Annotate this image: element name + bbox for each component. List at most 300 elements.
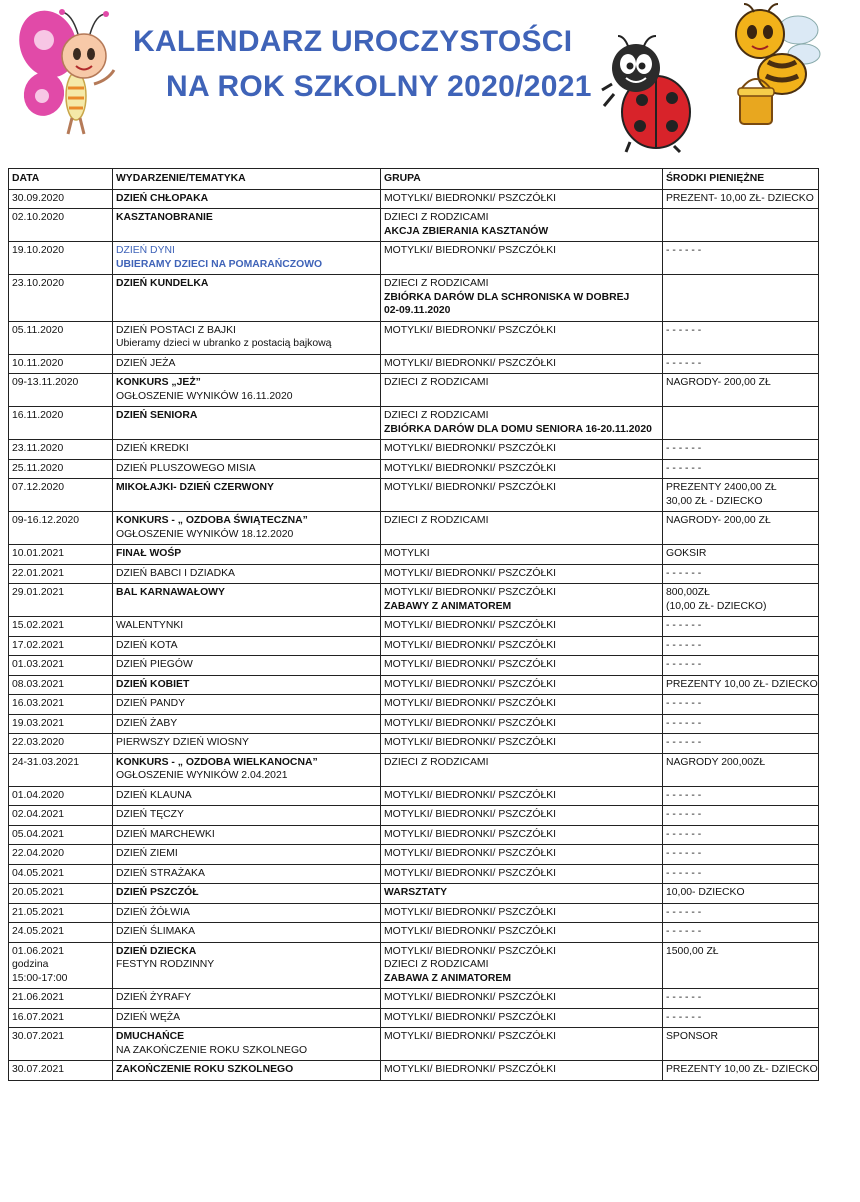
table-row bbox=[9, 617, 819, 637]
date-cell-line: 16.03.2021 bbox=[12, 698, 65, 709]
group-cell-line: MOTYLKI/ BIEDRONKI/ PSZCZÓŁKI bbox=[384, 245, 557, 256]
group-cell bbox=[381, 354, 663, 374]
money-cell-line: NAGRODY- 200,00 ZŁ bbox=[666, 377, 771, 388]
money-cell-line: - - - - - - bbox=[666, 1011, 702, 1023]
group-cell-line: 02-09.11.2020 bbox=[384, 305, 451, 316]
money-cell-line: GOKSIR bbox=[666, 548, 707, 559]
date-cell-line: 08.03.2021 bbox=[12, 678, 65, 690]
date-cell-line: 20.05.2021 bbox=[12, 887, 65, 898]
event-cell-line: PIERWSZY DZIEŃ WIOSNY bbox=[116, 737, 249, 748]
event-cell bbox=[113, 1008, 381, 1028]
group-cell-line: ZBIÓRKA DARÓW DLA SCHRONISKA W DOBREJ bbox=[384, 291, 630, 303]
group-cell bbox=[381, 825, 663, 845]
date-cell-line: 19.10.2020 bbox=[12, 245, 65, 256]
table-row bbox=[9, 806, 819, 826]
money-cell-line: 800,00ZŁ bbox=[666, 587, 710, 598]
money-cell bbox=[663, 714, 819, 734]
money-cell-line: - - - - - - bbox=[666, 867, 702, 879]
page-title-line-2: NA ROK SZKOLNY 2020/2021 bbox=[166, 70, 592, 103]
money-cell bbox=[663, 695, 819, 715]
group-cell-line: MOTYLKI/ BIEDRONKI/ PSZCZÓŁKI bbox=[384, 789, 557, 801]
event-cell-line: DZIEŃ BABCI I DZIADKA bbox=[116, 567, 235, 579]
event-cell-line: BAL KARNAWAŁOWY bbox=[116, 587, 225, 598]
event-cell-line: MIKOŁAJKI- DZIEŃ CZERWONY bbox=[116, 482, 274, 493]
event-cell bbox=[113, 242, 381, 275]
event-cell bbox=[113, 942, 381, 989]
money-cell-line: - - - - - - bbox=[666, 462, 702, 474]
group-cell-line: ZABAWA Z ANIMATOREM bbox=[384, 972, 511, 984]
group-cell bbox=[381, 374, 663, 407]
date-cell bbox=[9, 656, 113, 676]
event-cell bbox=[113, 275, 381, 322]
event-cell-line: NA ZAKOŃCZENIE ROKU SZKOLNEGO bbox=[116, 1044, 308, 1056]
date-cell-line: 16.07.2021 bbox=[12, 1011, 65, 1023]
date-cell bbox=[9, 825, 113, 845]
event-cell bbox=[113, 512, 381, 545]
event-cell bbox=[113, 989, 381, 1009]
date-cell-line: 29.01.2021 bbox=[12, 587, 65, 598]
page-title-line-1: KALENDARZ UROCZYSTOŚCI bbox=[133, 25, 573, 58]
money-cell-line: - - - - - - bbox=[666, 789, 702, 801]
event-cell bbox=[113, 675, 381, 695]
money-cell bbox=[663, 242, 819, 275]
event-cell-line: ZAKOŃCZENIE ROKU SZKOLNEGO bbox=[116, 1064, 294, 1075]
money-cell-line: - - - - - - bbox=[666, 906, 702, 918]
event-cell bbox=[113, 786, 381, 806]
table-row bbox=[9, 459, 819, 479]
money-cell bbox=[663, 275, 819, 322]
date-cell bbox=[9, 321, 113, 354]
group-cell-line: MOTYLKI/ BIEDRONKI/ PSZCZÓŁKI bbox=[384, 809, 557, 820]
event-cell bbox=[113, 656, 381, 676]
group-cell-line: MOTYLKI/ BIEDRONKI/ PSZCZÓŁKI bbox=[384, 567, 557, 579]
money-cell-line: PREZENTY 10,00 ZŁ- DZIECKO bbox=[666, 678, 818, 690]
event-calendar-table bbox=[8, 168, 819, 1081]
table-row bbox=[9, 695, 819, 715]
event-cell bbox=[113, 321, 381, 354]
date-cell-line: 22.01.2021 bbox=[12, 567, 65, 579]
group-cell bbox=[381, 864, 663, 884]
date-cell-line: 09-16.12.2020 bbox=[12, 515, 80, 526]
event-cell-line: DZIEŃ WĘŻA bbox=[116, 1011, 181, 1023]
money-cell-line: - - - - - - bbox=[666, 659, 702, 670]
money-cell-line: 1500,00 ZŁ bbox=[666, 945, 719, 957]
date-cell bbox=[9, 923, 113, 943]
group-cell bbox=[381, 845, 663, 865]
date-cell-line: 16.11.2020 bbox=[12, 410, 64, 421]
money-cell-line: PREZENT- 10,00 ZŁ- DZIECKO bbox=[666, 192, 814, 204]
group-cell-line: MOTYLKI/ BIEDRONKI/ PSZCZÓŁKI bbox=[384, 717, 557, 729]
date-cell bbox=[9, 1028, 113, 1061]
money-cell bbox=[663, 459, 819, 479]
group-cell-line: DZIECI Z RODZICAMI bbox=[384, 756, 489, 768]
money-cell-line: - - - - - - bbox=[666, 443, 702, 454]
event-cell-line: DZIEŃ KUNDELKA bbox=[116, 278, 209, 289]
group-cell-line: MOTYLKI/ BIEDRONKI/ PSZCZÓŁKI bbox=[384, 926, 557, 937]
event-cell-line: DZIEŃ MARCHEWKI bbox=[116, 828, 215, 840]
column-header-group: GRUPA bbox=[381, 169, 663, 190]
event-cell bbox=[113, 636, 381, 656]
group-cell-line: DZIECI Z RODZICAMI bbox=[384, 212, 489, 223]
money-cell-line: - - - - - - bbox=[666, 620, 702, 631]
money-cell-line: NAGRODY- 200,00 ZŁ bbox=[666, 515, 771, 526]
table-row bbox=[9, 209, 819, 242]
column-header-money: ŚRODKI PIENIĘŻNE bbox=[663, 169, 819, 190]
group-cell bbox=[381, 407, 663, 440]
event-cell-line: KONKURS - „ OZDOBA WIELKANOCNA” bbox=[116, 756, 318, 768]
money-cell-line: 30,00 ZŁ - DZIECKO bbox=[666, 495, 763, 507]
group-cell bbox=[381, 275, 663, 322]
date-cell bbox=[9, 734, 113, 754]
event-cell bbox=[113, 884, 381, 904]
date-cell-line: 10.11.2020 bbox=[12, 357, 64, 369]
money-cell bbox=[663, 884, 819, 904]
group-cell bbox=[381, 584, 663, 617]
table-row bbox=[9, 864, 819, 884]
group-cell bbox=[381, 189, 663, 209]
money-cell-line: SPONSOR bbox=[666, 1031, 718, 1042]
group-cell-line: MOTYLKI/ BIEDRONKI/ PSZCZÓŁKI bbox=[384, 443, 557, 454]
group-cell-line: DZIECI Z RODZICAMI bbox=[384, 959, 489, 970]
event-cell-line: DZIEŃ PLUSZOWEGO MISIA bbox=[116, 462, 256, 474]
money-cell bbox=[663, 864, 819, 884]
table-row bbox=[9, 903, 819, 923]
group-cell bbox=[381, 903, 663, 923]
event-cell bbox=[113, 714, 381, 734]
table-row bbox=[9, 1028, 819, 1061]
money-cell-line: PREZENTY 10,00 ZŁ- DZIECKO bbox=[666, 1064, 818, 1075]
group-cell-line: MOTYLKI/ BIEDRONKI/ PSZCZÓŁKI bbox=[384, 678, 557, 690]
event-cell-line: DZIEŃ TĘCZY bbox=[116, 809, 184, 820]
group-cell bbox=[381, 479, 663, 512]
money-cell bbox=[663, 407, 819, 440]
group-cell-line: MOTYLKI/ BIEDRONKI/ PSZCZÓŁKI bbox=[384, 639, 557, 651]
money-cell bbox=[663, 845, 819, 865]
event-cell bbox=[113, 753, 381, 786]
event-cell-line: FESTYN RODZINNY bbox=[116, 959, 215, 970]
money-cell bbox=[663, 734, 819, 754]
bee-icon bbox=[724, 2, 824, 130]
money-cell-line: - - - - - - bbox=[666, 717, 702, 729]
money-cell bbox=[663, 923, 819, 943]
event-cell bbox=[113, 564, 381, 584]
date-cell-line: 23.10.2020 bbox=[12, 278, 65, 289]
group-cell-line: DZIECI Z RODZICAMI bbox=[384, 377, 489, 388]
date-cell bbox=[9, 753, 113, 786]
group-cell-line: MOTYLKI/ BIEDRONKI/ PSZCZÓŁKI bbox=[384, 848, 557, 859]
money-cell bbox=[663, 806, 819, 826]
date-cell-line: 15:00-17:00 bbox=[12, 972, 68, 984]
money-cell-line: - - - - - - bbox=[666, 809, 702, 820]
butterfly-icon bbox=[14, 4, 126, 140]
event-cell bbox=[113, 189, 381, 209]
date-cell-line: 17.02.2021 bbox=[12, 639, 65, 651]
table-row bbox=[9, 407, 819, 440]
event-cell-line: OGŁOSZENIE WYNIKÓW 16.11.2020 bbox=[116, 390, 293, 402]
money-cell bbox=[663, 354, 819, 374]
group-cell-line: AKCJA ZBIERANIA KASZTANÓW bbox=[384, 225, 549, 237]
event-cell-line: Ubieramy dzieci w ubranko z postacią bajkową bbox=[116, 338, 332, 349]
date-cell bbox=[9, 189, 113, 209]
group-cell bbox=[381, 564, 663, 584]
table-row bbox=[9, 1061, 819, 1081]
event-cell-line: DZIEŃ ŻABY bbox=[116, 717, 178, 729]
money-cell bbox=[663, 1008, 819, 1028]
table-row bbox=[9, 545, 819, 565]
money-cell-line: - - - - - - bbox=[666, 698, 702, 709]
event-cell bbox=[113, 734, 381, 754]
group-cell bbox=[381, 512, 663, 545]
table-row bbox=[9, 714, 819, 734]
event-cell-line: DZIEŃ SENIORA bbox=[116, 410, 198, 421]
table-row bbox=[9, 656, 819, 676]
date-cell bbox=[9, 374, 113, 407]
group-cell-line: MOTYLKI/ BIEDRONKI/ PSZCZÓŁKI bbox=[384, 737, 557, 748]
column-header-date: DATA bbox=[9, 169, 113, 190]
table-row bbox=[9, 923, 819, 943]
event-cell-line: DZIEŃ STRAŻAKA bbox=[116, 867, 205, 879]
group-cell-line: MOTYLKI/ BIEDRONKI/ PSZCZÓŁKI bbox=[384, 1031, 557, 1042]
event-cell bbox=[113, 459, 381, 479]
money-cell-line: - - - - - - bbox=[666, 737, 702, 748]
group-cell-line: DZIECI Z RODZICAMI bbox=[384, 515, 489, 526]
group-cell-line: MOTYLKI/ BIEDRONKI/ PSZCZÓŁKI bbox=[384, 357, 557, 369]
group-cell-line: MOTYLKI/ BIEDRONKI/ PSZCZÓŁKI bbox=[384, 192, 557, 204]
event-cell-line: DZIEŃ PSZCZÓŁ bbox=[116, 887, 199, 898]
event-cell-line: DZIEŃ PIEGÓW bbox=[116, 659, 193, 670]
table-row bbox=[9, 942, 819, 989]
event-cell-line: OGŁOSZENIE WYNIKÓW 18.12.2020 bbox=[116, 528, 294, 540]
event-cell bbox=[113, 545, 381, 565]
date-cell bbox=[9, 989, 113, 1009]
money-cell-line: - - - - - - bbox=[666, 567, 702, 579]
group-cell bbox=[381, 617, 663, 637]
date-cell-line: 30.07.2021 bbox=[12, 1031, 65, 1042]
money-cell bbox=[663, 675, 819, 695]
group-cell-line: MOTYLKI/ BIEDRONKI/ PSZCZÓŁKI bbox=[384, 620, 557, 631]
table-row bbox=[9, 189, 819, 209]
date-cell bbox=[9, 786, 113, 806]
group-cell bbox=[381, 884, 663, 904]
money-cell-line: - - - - - - bbox=[666, 357, 702, 369]
group-cell-line: MOTYLKI bbox=[384, 548, 430, 559]
date-cell-line: 21.05.2021 bbox=[12, 906, 65, 918]
date-cell bbox=[9, 564, 113, 584]
group-cell-line: MOTYLKI/ BIEDRONKI/ PSZCZÓŁKI bbox=[384, 906, 557, 918]
date-cell bbox=[9, 440, 113, 460]
money-cell-line: - - - - - - bbox=[666, 245, 702, 256]
money-cell bbox=[663, 564, 819, 584]
group-cell bbox=[381, 734, 663, 754]
group-cell-line: MOTYLKI/ BIEDRONKI/ PSZCZÓŁKI bbox=[384, 828, 557, 840]
date-cell-line: 04.05.2021 bbox=[12, 867, 65, 879]
date-cell bbox=[9, 459, 113, 479]
date-cell-line: 30.09.2020 bbox=[12, 192, 65, 204]
group-cell bbox=[381, 321, 663, 354]
date-cell-line: 01.03.2021 bbox=[12, 659, 65, 670]
group-cell bbox=[381, 1061, 663, 1081]
date-cell-line: 07.12.2020 bbox=[12, 482, 65, 493]
money-cell bbox=[663, 512, 819, 545]
table-row bbox=[9, 786, 819, 806]
event-cell bbox=[113, 584, 381, 617]
table-row bbox=[9, 1008, 819, 1028]
table-row bbox=[9, 512, 819, 545]
event-cell bbox=[113, 1061, 381, 1081]
money-cell-line: - - - - - - bbox=[666, 992, 702, 1003]
date-cell-line: 19.03.2021 bbox=[12, 717, 65, 729]
group-cell bbox=[381, 786, 663, 806]
money-cell-line: (10,00 ZŁ- DZIECKO) bbox=[666, 600, 767, 612]
date-cell-line: 02.10.2020 bbox=[12, 212, 65, 223]
date-cell bbox=[9, 275, 113, 322]
money-cell bbox=[663, 209, 819, 242]
table-body bbox=[9, 189, 819, 1080]
event-cell-line: DZIEŃ ZIEMI bbox=[116, 848, 178, 859]
table-row bbox=[9, 479, 819, 512]
group-cell-line: MOTYLKI/ BIEDRONKI/ PSZCZÓŁKI bbox=[384, 587, 557, 598]
money-cell bbox=[663, 479, 819, 512]
money-cell-line: - - - - - - bbox=[666, 324, 702, 336]
event-cell bbox=[113, 407, 381, 440]
date-cell-line: 23.11.2020 bbox=[12, 443, 64, 454]
date-cell bbox=[9, 806, 113, 826]
money-cell-line: NAGRODY 200,00ZŁ bbox=[666, 756, 766, 768]
group-cell-line: MOTYLKI/ BIEDRONKI/ PSZCZÓŁKI bbox=[384, 867, 557, 879]
date-cell bbox=[9, 1008, 113, 1028]
table-row bbox=[9, 564, 819, 584]
event-cell-line: UBIERAMY DZIECI NA POMARAŃCZOWO bbox=[116, 258, 323, 270]
group-cell-line: MOTYLKI/ BIEDRONKI/ PSZCZÓŁKI bbox=[384, 945, 557, 957]
date-cell bbox=[9, 479, 113, 512]
event-cell bbox=[113, 845, 381, 865]
event-cell-line: OGŁOSZENIE WYNIKÓW 2.04.2021 bbox=[116, 770, 288, 781]
date-cell bbox=[9, 512, 113, 545]
date-cell-line: 30.07.2021 bbox=[12, 1064, 65, 1075]
money-cell bbox=[663, 903, 819, 923]
event-cell bbox=[113, 923, 381, 943]
event-cell-line: DZIEŃ KREDKI bbox=[116, 443, 189, 454]
event-cell-line: DZIEŃ DYNI bbox=[116, 245, 175, 256]
group-cell-line: DZIECI Z RODZICAMI bbox=[384, 278, 489, 289]
date-cell bbox=[9, 714, 113, 734]
date-cell-line: 22.03.2020 bbox=[12, 737, 65, 748]
group-cell-line: MOTYLKI/ BIEDRONKI/ PSZCZÓŁKI bbox=[384, 324, 557, 336]
event-cell-line: WALENTYNKI bbox=[116, 620, 184, 631]
money-cell bbox=[663, 636, 819, 656]
event-cell-line: DZIEŃ PANDY bbox=[116, 698, 186, 709]
event-cell bbox=[113, 825, 381, 845]
date-cell bbox=[9, 209, 113, 242]
date-cell bbox=[9, 584, 113, 617]
event-cell-line: DZIEŃ ŚLIMAKA bbox=[116, 926, 196, 937]
group-cell-line: ZBIÓRKA DARÓW DLA DOMU SENIORA 16-20.11.2020 bbox=[384, 423, 652, 435]
date-cell bbox=[9, 545, 113, 565]
money-cell bbox=[663, 942, 819, 989]
date-cell-line: godzina bbox=[12, 959, 49, 970]
table-row bbox=[9, 354, 819, 374]
event-cell bbox=[113, 209, 381, 242]
date-cell bbox=[9, 1061, 113, 1081]
date-cell bbox=[9, 636, 113, 656]
group-cell-line: MOTYLKI/ BIEDRONKI/ PSZCZÓŁKI bbox=[384, 462, 557, 474]
table-row bbox=[9, 884, 819, 904]
date-cell bbox=[9, 884, 113, 904]
event-cell bbox=[113, 374, 381, 407]
event-cell-line: DZIEŃ KLAUNA bbox=[116, 789, 192, 801]
date-cell-line: 09-13.11.2020 bbox=[12, 377, 79, 388]
table-row bbox=[9, 321, 819, 354]
money-cell bbox=[663, 656, 819, 676]
date-cell-line: 21.06.2021 bbox=[12, 992, 65, 1003]
group-cell-line: DZIECI Z RODZICAMI bbox=[384, 410, 489, 421]
event-cell-line: FINAŁ WOŚP bbox=[116, 548, 182, 559]
table-row bbox=[9, 636, 819, 656]
table-row bbox=[9, 845, 819, 865]
group-cell bbox=[381, 714, 663, 734]
group-cell-line: MOTYLKI/ BIEDRONKI/ PSZCZÓŁKI bbox=[384, 659, 557, 670]
date-cell bbox=[9, 864, 113, 884]
money-cell bbox=[663, 374, 819, 407]
group-cell bbox=[381, 209, 663, 242]
date-cell-line: 24.05.2021 bbox=[12, 926, 65, 937]
event-cell-line: DZIEŃ CHŁOPAKA bbox=[116, 192, 209, 204]
date-cell-line: 02.04.2021 bbox=[12, 809, 65, 820]
event-cell bbox=[113, 864, 381, 884]
group-cell bbox=[381, 675, 663, 695]
date-cell-line: 25.11.2020 bbox=[12, 462, 64, 474]
money-cell bbox=[663, 1028, 819, 1061]
event-cell bbox=[113, 479, 381, 512]
table-row bbox=[9, 242, 819, 275]
group-cell bbox=[381, 545, 663, 565]
page-header bbox=[0, 0, 860, 160]
event-cell-line: DZIEŃ JEŻA bbox=[116, 357, 176, 369]
date-cell-line: 24-31.03.2021 bbox=[12, 756, 80, 768]
event-cell-line: DZIEŃ ŻYRAFY bbox=[116, 992, 192, 1003]
event-cell-line: DZIEŃ KOBIET bbox=[116, 678, 190, 690]
event-cell bbox=[113, 806, 381, 826]
group-cell-line: MOTYLKI/ BIEDRONKI/ PSZCZÓŁKI bbox=[384, 698, 557, 709]
event-cell bbox=[113, 695, 381, 715]
table-row bbox=[9, 584, 819, 617]
event-cell bbox=[113, 903, 381, 923]
date-cell bbox=[9, 845, 113, 865]
column-header-event: WYDARZENIE/TEMATYKA bbox=[113, 169, 381, 190]
group-cell-line: MOTYLKI/ BIEDRONKI/ PSZCZÓŁKI bbox=[384, 482, 557, 493]
group-cell bbox=[381, 440, 663, 460]
group-cell-line: MOTYLKI/ BIEDRONKI/ PSZCZÓŁKI bbox=[384, 1011, 557, 1023]
event-cell bbox=[113, 440, 381, 460]
event-cell-line: DZIEŃ DZIECKA bbox=[116, 945, 197, 957]
money-cell bbox=[663, 825, 819, 845]
date-cell bbox=[9, 354, 113, 374]
date-cell bbox=[9, 407, 113, 440]
date-cell bbox=[9, 242, 113, 275]
date-cell-line: 05.11.2020 bbox=[12, 324, 64, 336]
money-cell bbox=[663, 440, 819, 460]
money-cell bbox=[663, 545, 819, 565]
money-cell-line: PREZENTY 2400,00 ZŁ bbox=[666, 482, 777, 493]
group-cell bbox=[381, 806, 663, 826]
money-cell-line: - - - - - - bbox=[666, 639, 702, 651]
table-row bbox=[9, 989, 819, 1009]
group-cell bbox=[381, 923, 663, 943]
table-row bbox=[9, 734, 819, 754]
date-cell bbox=[9, 903, 113, 923]
money-cell bbox=[663, 617, 819, 637]
ladybug-icon bbox=[600, 34, 698, 154]
